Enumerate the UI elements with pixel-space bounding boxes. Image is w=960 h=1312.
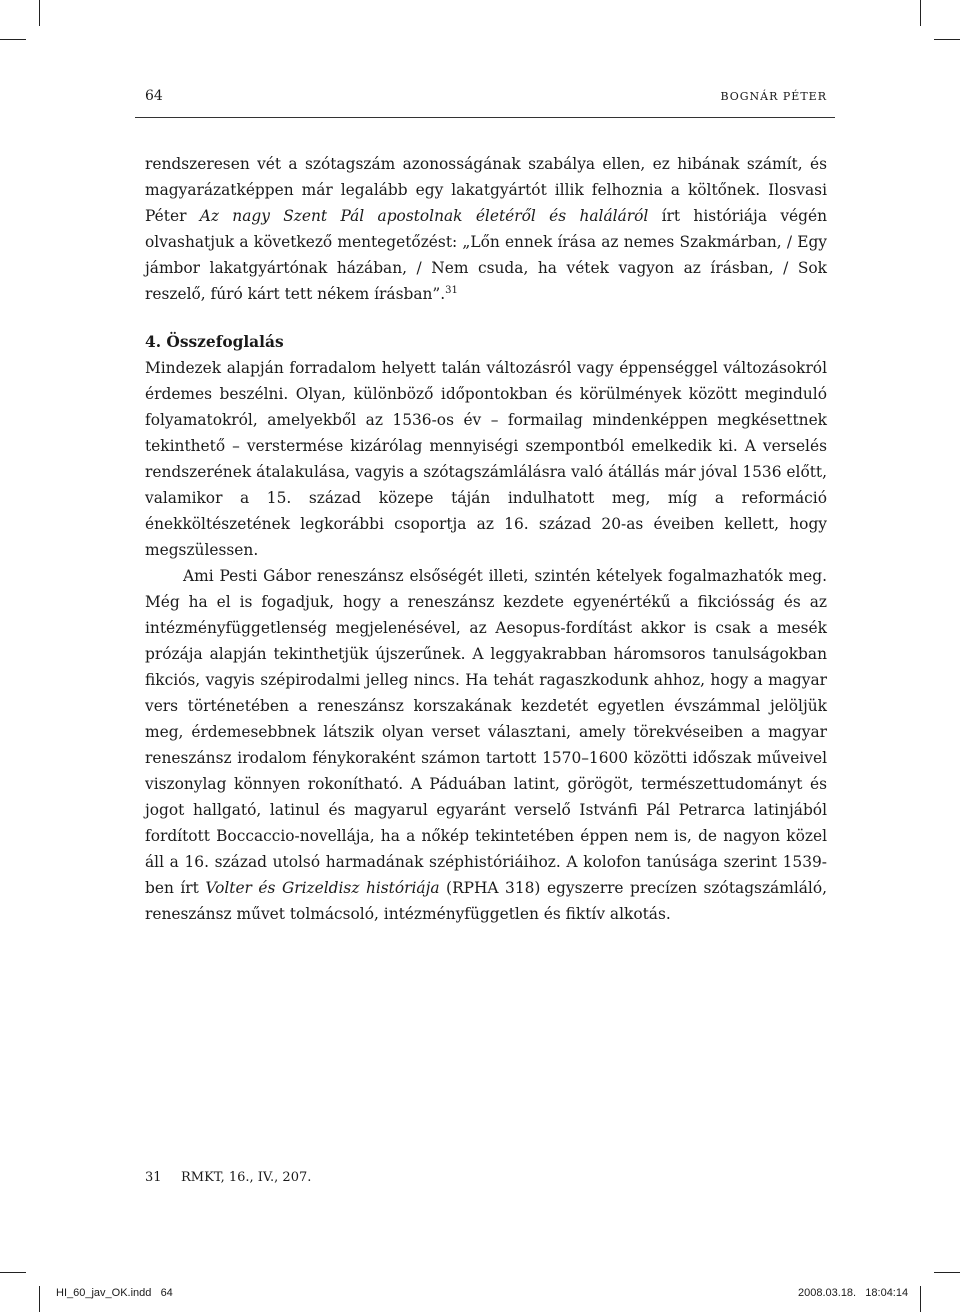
header-rule: [135, 117, 835, 118]
paragraph-3-text-b: (RPHA 318) egyszerre precízen szótagszámláló, reneszánsz művet tolmácsoló, intézményfüggetlen és fiktív alkotás.: [145, 879, 827, 923]
crop-mark-top-left-horizontal: [0, 39, 26, 40]
footnote-number: 31: [145, 1170, 162, 1185]
crop-mark-bottom-right-vertical: [920, 1286, 921, 1312]
footnote: [145, 1170, 311, 1185]
crop-mark-bottom-left-vertical: [39, 1286, 40, 1312]
paragraph-1-text-a: rendszeresen vét a szótagszám azonosságának szabálya ellen, ez hibának számít, és magyarázatképpen már legalább egy lakatgyártót illik felhoznia a költőnek. Ilosvasi Péter: [145, 155, 827, 225]
slug-date: 2008.03.18. 18:04:14: [798, 1287, 909, 1299]
crop-mark-bottom-right-horizontal: [934, 1272, 960, 1273]
section-heading: 4. Összefoglalás: [145, 333, 284, 351]
paragraph-3-italic-title: Volter és Grizeldisz históriája: [205, 879, 440, 897]
footnote-ref-31[interactable]: 31: [445, 285, 458, 296]
slug-file: HI_60_jav_OK.indd 64: [56, 1287, 173, 1299]
crop-mark-top-left-vertical: [39, 0, 40, 26]
crop-mark-bottom-left-horizontal: [0, 1272, 26, 1273]
paragraph-1-italic-title: Az nagy Szent Pál apostolnak életéről és haláláról: [199, 207, 649, 225]
page-number: 64: [145, 88, 163, 104]
page-header: [145, 88, 827, 112]
paragraph-2: Mindezek alapján forradalom helyett talán változásról vagy éppenséggel változásokról érdemes beszélni. Olyan, különböző időpontokban és körülmények között meginduló folyamatokról, amelyekből az 1536-os év – formailag mindenképpen megkésettnek tekinthető – verstermése kizárólag mennyiségi szempontból emelkedik ki. A verselés rendszerének átalakulása, vagyis a szótagszámlálásra való átállás már jóval 1536 előtt, valamikor a 15. század közepe táján indulhatott meg, míg a reformáció énekköltészetének legkorábbi csoportja az 16. század 20-as éveiben kellett, hogy megszülessen.: [145, 359, 827, 559]
paragraph-3: [145, 563, 827, 927]
footnote-text: RMKT, 16., IV., 207.: [181, 1170, 312, 1185]
body-text: [145, 151, 827, 927]
paragraph-1: [145, 151, 827, 307]
paragraph-3-text-a: Ami Pesti Gábor reneszánsz elsőségét illeti, szintén kételyek fogalmazhatók meg. Még ha el is fogadjuk, hogy a reneszánsz kezdete egyenértékű a fikciósság és az intézményfüggetlenség megjelenésével, az Aesopus-fordítást akkor is csak a mesék prózája alapján tekinthetjük újszerűnek. A leggyakrabban háromsoros tanulságokban fikciós, vagyis szépirodalmi jelleg nincs. Ha tehát ragaszkodunk ahhoz, hogy a magyar vers történetében a reneszánsz korszakának kezdetét egyetlen évszámmal jelöljük meg, érdemesebbnek látszik olyan verset választani, amely törekvéseiben a magyar reneszánsz irodalom fénykoraként számon tartott 1570–1600 közötti időszak műveivel viszonylag könnyen rokonítható. A Páduában latint, görögöt, természettudományt és jogot hallgató, latinul és magyarul egyaránt verselő Istvánfi Pál Petrarca latinjából fordított Boccaccio-novellája, ha a nőkép tekintetében éppen nem is, de nagyon közel áll a 16. század utolsó harmadának széphistóriáihoz. A kolofon tanúsága szerint 1539-ben írt: [145, 567, 827, 897]
crop-mark-top-right-vertical: [920, 0, 921, 26]
crop-mark-top-right-horizontal: [934, 39, 960, 40]
running-head: BOGNÁR PÉTER: [720, 90, 827, 103]
paragraph-1-text-b: írt históriája végén olvashatjuk a következő mentegetőzést: „Lőn ennek írása az nemes Szakmárban, / Egy jámbor lakatgyártónak házában, / Nem csuda, ha vétek vagyon az írásban, / Sok reszelő, fúró kárt tett nékem írásban”.: [145, 207, 827, 303]
